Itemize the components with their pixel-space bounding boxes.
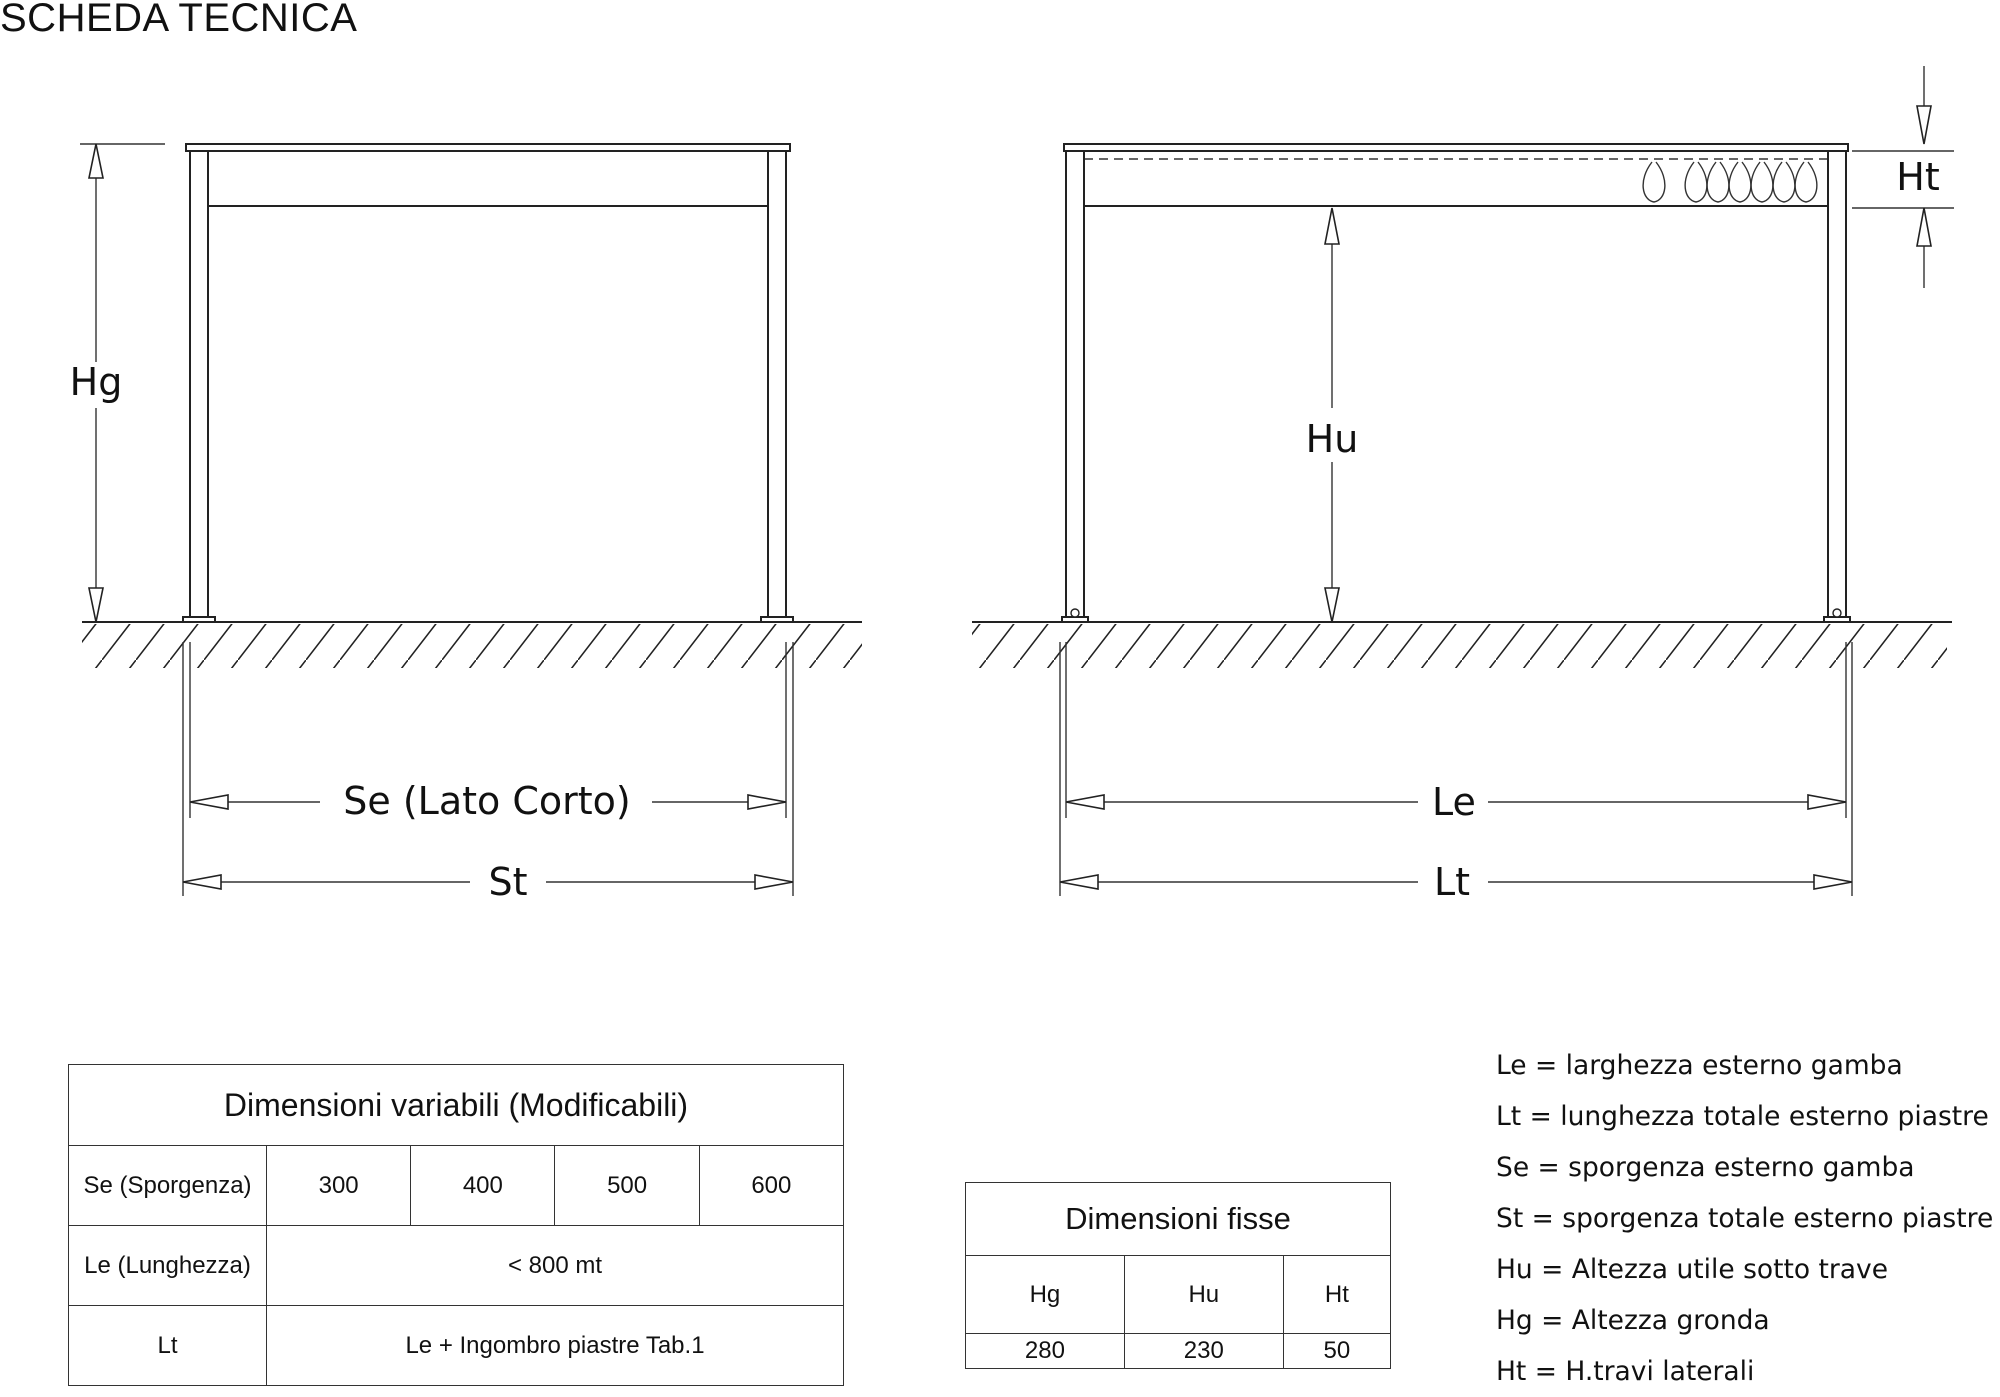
le-value-cell: < 800 mt	[267, 1226, 844, 1306]
dimension-lt	[1060, 642, 1852, 896]
value-hg: 280	[966, 1334, 1125, 1369]
fixed-dimensions-table	[965, 1182, 1391, 1369]
table-row	[69, 1146, 844, 1226]
ground-left	[82, 622, 862, 668]
le-label: Le	[1432, 780, 1476, 824]
value-ht: 50	[1283, 1334, 1390, 1369]
table-row	[69, 1226, 844, 1306]
se-value-cell: 600	[699, 1146, 843, 1226]
legend	[1496, 1040, 1993, 1397]
pergola-left-frame	[183, 144, 793, 622]
hg-label: Hg	[69, 360, 123, 404]
hu-label: Hu	[1305, 417, 1359, 461]
se-value-cell: 500	[555, 1146, 699, 1226]
se-label: Se (Lato Corto)	[343, 779, 631, 823]
header-hu: Hu	[1124, 1256, 1283, 1334]
legend-item: Lt = lunghezza totale esterno piastre	[1496, 1101, 1989, 1132]
dimension-st	[183, 642, 793, 896]
header-hg: Hg	[966, 1256, 1125, 1334]
legend-item: Hu = Altezza utile sotto trave	[1496, 1254, 1889, 1285]
legend-item: Hg = Altezza gronda	[1496, 1305, 1770, 1336]
row-label-se: Se (Sporgenza)	[69, 1146, 267, 1226]
left-view	[70, 144, 862, 904]
table-row	[69, 1306, 844, 1386]
lt-label: Lt	[1433, 860, 1471, 904]
legend-item: St = sporgenza totale esterno piastre	[1496, 1203, 1994, 1234]
legend-item: Se = sporgenza esterno gamba	[1496, 1152, 1915, 1183]
right-view	[972, 66, 1954, 904]
legend-item: Le = larghezza esterno gamba	[1496, 1050, 1903, 1081]
ground-right	[972, 622, 1952, 668]
se-value-cell: 400	[411, 1146, 555, 1226]
se-value-cell: 300	[267, 1146, 411, 1226]
fixed-table-title: Dimensioni fisse	[966, 1183, 1391, 1256]
value-hu: 230	[1124, 1334, 1283, 1369]
st-label: St	[488, 860, 528, 904]
page-title: SCHEDA TECNICA	[0, 0, 358, 40]
variable-table-title: Dimensioni variabili (Modificabili)	[69, 1065, 844, 1146]
table-row	[966, 1334, 1391, 1369]
row-label-lt: Lt	[69, 1306, 267, 1386]
dimension-hu	[1325, 208, 1339, 622]
pergola-right-frame	[1062, 144, 1850, 622]
legend-item: Ht = H.travi laterali	[1496, 1356, 1755, 1387]
variable-dimensions-table	[68, 1064, 844, 1386]
lt-value-cell: Le + Ingombro piastre Tab.1	[267, 1306, 844, 1386]
table-header-row	[966, 1256, 1391, 1334]
row-label-le: Le (Lunghezza)	[69, 1226, 267, 1306]
ht-label: Ht	[1896, 155, 1940, 199]
header-ht: Ht	[1283, 1256, 1390, 1334]
